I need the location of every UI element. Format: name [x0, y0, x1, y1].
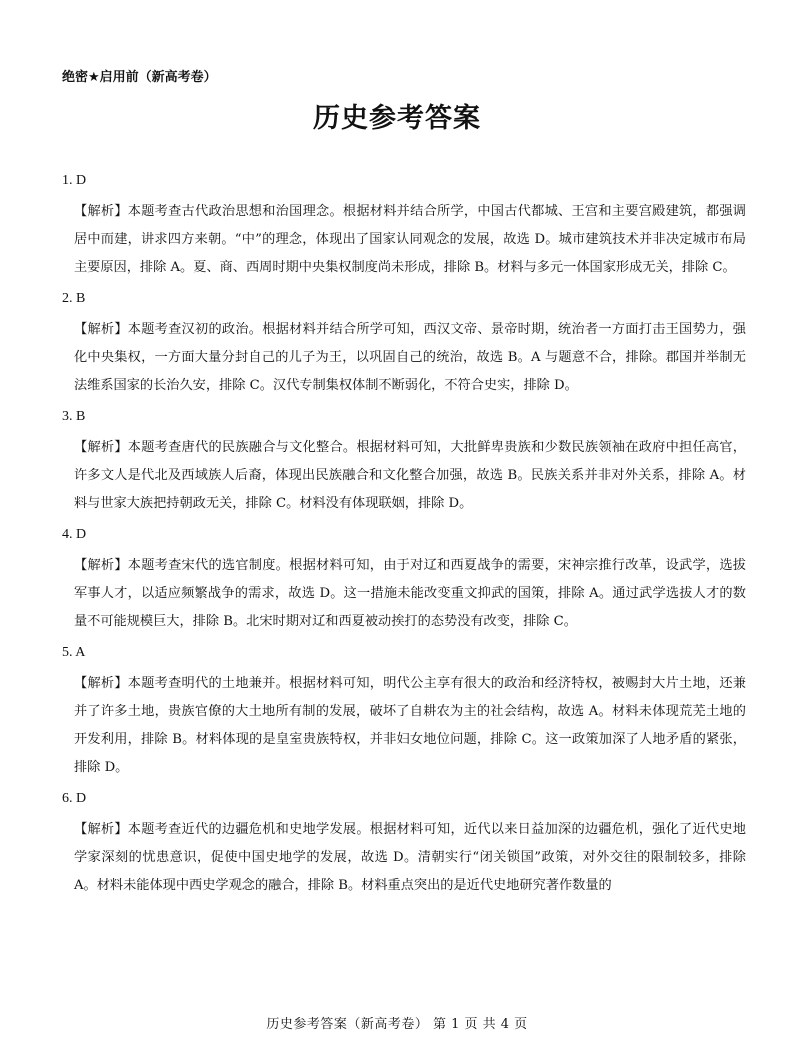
question-number: 4. D: [62, 527, 87, 542]
question-analysis: 【解析】本题考查近代的边疆危机和史地学发展。根据材料可知，近代以来日益加深的边疆危机，强化了近代史地学家深刻的忧患意识，促使中国史地学的发展，故选 D。清朝实行“闭关锁国”政策，对外交往的限制较多，排除 A。材料未能体现中西史学观念的融合，排除 B。材料重点突出的是近代史地研究著作数量的: [74, 822, 746, 893]
question-item: [62, 170, 746, 282]
question-number: 2. B: [62, 291, 86, 306]
question-analysis: 【解析】本题考查古代政治思想和治国理念。根据材料并结合所学，中国古代都城、王宫和主要宫殿建筑，都强调居中而建，讲求四方来朝。“中”的理念，体现出了国家认同观念的发展，故选 D。城市建筑技术并非决定城市布局主要原因，排除 A。夏、商、西周时期中央集权制度尚未形成，排除 B。材料与多元一体国家形成无关，排除 C。: [74, 204, 746, 275]
question-number: 1. D: [62, 173, 87, 188]
question-analysis: 【解析】本题考查唐代的民族融合与文化整合。根据材料可知，大批鲜卑贵族和少数民族领袖在政府中担任高官，许多文人是代北及西域族人后裔，体现出民族融合和文化整合加强，故选 B。民族关系并非对外关系，排除 A。材料与世家大族把持朝政无关，排除 C。材料没有体现联姻，排除 D。: [74, 440, 746, 511]
question-analysis: 【解析】本题考查明代的土地兼并。根据材料可知，明代公主享有很大的政治和经济特权，被赐封大片土地，还兼并了许多土地，贵族官僚的大土地所有制的发展，破坏了自耕农为主的社会结构，故选 A。材料未体现荒芜土地的开发利用，排除 B。材料体现的是皇室贵族特权，并非妇女地位问题，排除 C。这一政策加深了人地矛盾的紧张，排除 D。: [74, 676, 746, 775]
question-item: [62, 788, 746, 900]
question-item: [62, 524, 746, 636]
question-number: 3. B: [62, 409, 86, 424]
answer-list: [62, 170, 746, 906]
question-analysis: 【解析】本题考查宋代的选官制度。根据材料可知，由于对辽和西夏战争的需要，宋神宗推行改革，设武学，选拔军事人才，以适应频繁战争的需求，故选 D。这一措施未能改变重文抑武的国策，排除 A。通过武学选拔人才的数量不可能规模巨大，排除 B。北宋时期对辽和西夏被动挨打的态势没有改变，排除 C。: [74, 558, 746, 629]
confidential-label: 绝密★启用前（新高考卷）: [62, 70, 217, 85]
question-number: 6. D: [62, 791, 87, 806]
page-title: 历史参考答案: [313, 103, 481, 134]
question-item: [62, 642, 746, 782]
question-number: 5. A: [62, 645, 86, 660]
question-item: [62, 288, 746, 400]
page-footer: 历史参考答案（新高考卷） 第 1 页 共 4 页: [266, 1017, 528, 1032]
question-item: [62, 406, 746, 518]
question-analysis: 【解析】本题考查汉初的政治。根据材料并结合所学可知，西汉文帝、景帝时期，统治者一方面打击王国势力，强化中央集权，一方面大量分封自己的儿子为王，以巩固自己的统治，故选 B。A 与题意不合，排除。郡国并举制无法维系国家的长治久安，排除 C。汉代专制集权体制不断弱化，不符合史实，排除 D。: [74, 322, 746, 393]
